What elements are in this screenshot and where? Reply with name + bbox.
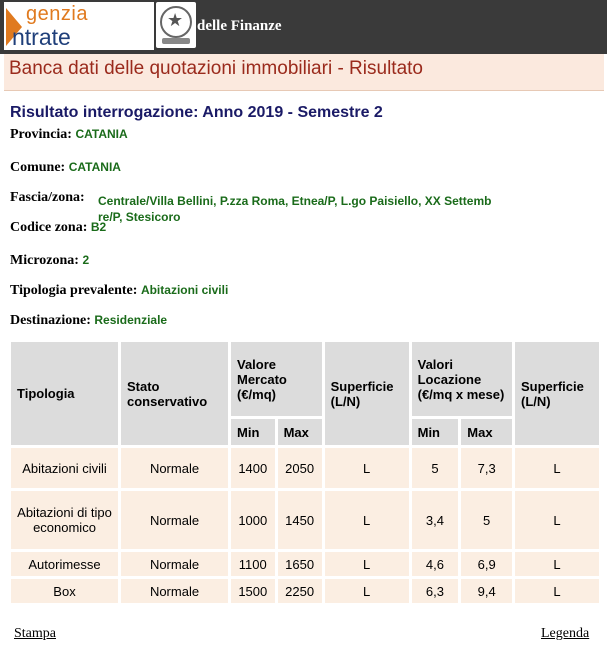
- cell-superficie-2: L: [515, 579, 599, 603]
- stampa-link[interactable]: Stampa: [14, 626, 56, 641]
- result-subtitle: Risultato interrogazione: Anno 2019 - Semestre 2: [10, 104, 383, 121]
- cell-superficie-2: L: [515, 448, 599, 488]
- cell-vl-max: 9,4: [461, 579, 512, 603]
- cell-superficie-2: L: [515, 491, 599, 549]
- codice-value: B2: [90, 220, 107, 234]
- cell-tipologia: Autorimesse: [11, 552, 118, 576]
- cell-stato: Normale: [121, 579, 228, 603]
- field-codice: [10, 220, 106, 236]
- table-row: [11, 579, 599, 603]
- cell-tipologia: Box: [11, 579, 118, 603]
- cell-vm-min: 1500: [231, 579, 275, 603]
- comune-label: Comune:: [10, 160, 66, 175]
- cell-vl-min: 4,6: [412, 552, 459, 576]
- col-header-vm-max: Max: [278, 419, 322, 445]
- field-provincia: [10, 127, 128, 143]
- field-microzona: [10, 253, 89, 269]
- cell-vl-min: 3,4: [412, 491, 459, 549]
- cell-vl-max: 7,3: [461, 448, 512, 488]
- tipologia-value: Abitazioni civili: [140, 283, 229, 297]
- cell-tipologia: Abitazioni di tipo economico: [11, 491, 118, 549]
- cell-stato: Normale: [121, 491, 228, 549]
- cell-vm-max: 2050: [278, 448, 322, 488]
- provincia-value: CATANIA: [75, 127, 128, 141]
- col-header-superficie-1: Superficie (L/N): [325, 342, 409, 445]
- field-tipologia: [10, 283, 228, 299]
- cell-vm-min: 1100: [231, 552, 275, 576]
- cell-vm-min: 1000: [231, 491, 275, 549]
- cell-vl-min: 6,3: [412, 579, 459, 603]
- field-destinazione: [10, 313, 167, 329]
- quotazioni-table: [8, 339, 602, 606]
- cell-vm-max: 1450: [278, 491, 322, 549]
- cell-superficie-1: L: [325, 448, 409, 488]
- col-header-vl-min: Min: [412, 419, 459, 445]
- comune-value: CATANIA: [68, 160, 121, 174]
- destinazione-value: Residenziale: [94, 313, 168, 327]
- page-title-bar: [4, 54, 604, 91]
- col-header-vl-max: Max: [461, 419, 512, 445]
- cell-vl-min: 5: [412, 448, 459, 488]
- agenzia-entrate-logo[interactable]: [4, 2, 154, 50]
- legenda-link[interactable]: Legenda: [541, 626, 590, 641]
- microzona-label: Microzona:: [10, 253, 79, 268]
- cell-superficie-1: L: [325, 552, 409, 576]
- org-name: delle Finanze: [197, 18, 282, 34]
- col-header-vm-min: Min: [231, 419, 275, 445]
- page-title: Banca dati delle quotazioni immobiliari - Risultato: [9, 58, 423, 79]
- cell-superficie-1: L: [325, 491, 409, 549]
- italian-emblem-icon: [156, 2, 196, 48]
- cell-vl-max: 6,9: [461, 552, 512, 576]
- logo-text-bottom: ntrate: [12, 24, 71, 50]
- table-row: [11, 552, 599, 576]
- destinazione-label: Destinazione:: [10, 313, 91, 328]
- cell-vl-max: 5: [461, 491, 512, 549]
- col-header-valore-mercato: Valore Mercato (€/mq): [231, 342, 322, 416]
- top-header: [0, 0, 607, 54]
- cell-vm-max: 2250: [278, 579, 322, 603]
- cell-superficie-2: L: [515, 552, 599, 576]
- col-header-tipologia: Tipologia: [11, 342, 118, 445]
- codice-label: Codice zona:: [10, 220, 88, 235]
- col-header-superficie-2: Superficie (L/N): [515, 342, 599, 445]
- tipologia-label: Tipologia prevalente:: [10, 283, 138, 298]
- fascia-value: Centrale/Villa Bellini, P.zza Roma, Etnea/P, L.go Paisiello, XX Settembre/P, Stesicoro: [98, 194, 492, 224]
- cell-vm-max: 1650: [278, 552, 322, 576]
- cell-stato: Normale: [121, 552, 228, 576]
- cell-stato: Normale: [121, 448, 228, 488]
- cell-vm-min: 1400: [231, 448, 275, 488]
- cell-superficie-1: L: [325, 579, 409, 603]
- table-row: [11, 448, 599, 488]
- table-row: [11, 491, 599, 549]
- provincia-label: Provincia:: [10, 127, 72, 142]
- cell-tipologia: Abitazioni civili: [11, 448, 118, 488]
- microzona-value: 2: [82, 253, 90, 267]
- col-header-valori-locazione: Valori Locazione (€/mq x mese): [412, 342, 512, 416]
- field-fascia-label: Fascia/zona:: [10, 190, 85, 205]
- col-header-stato: Stato conservativo: [121, 342, 228, 445]
- field-comune: [10, 160, 121, 176]
- logo-text-top: genzia: [26, 3, 88, 25]
